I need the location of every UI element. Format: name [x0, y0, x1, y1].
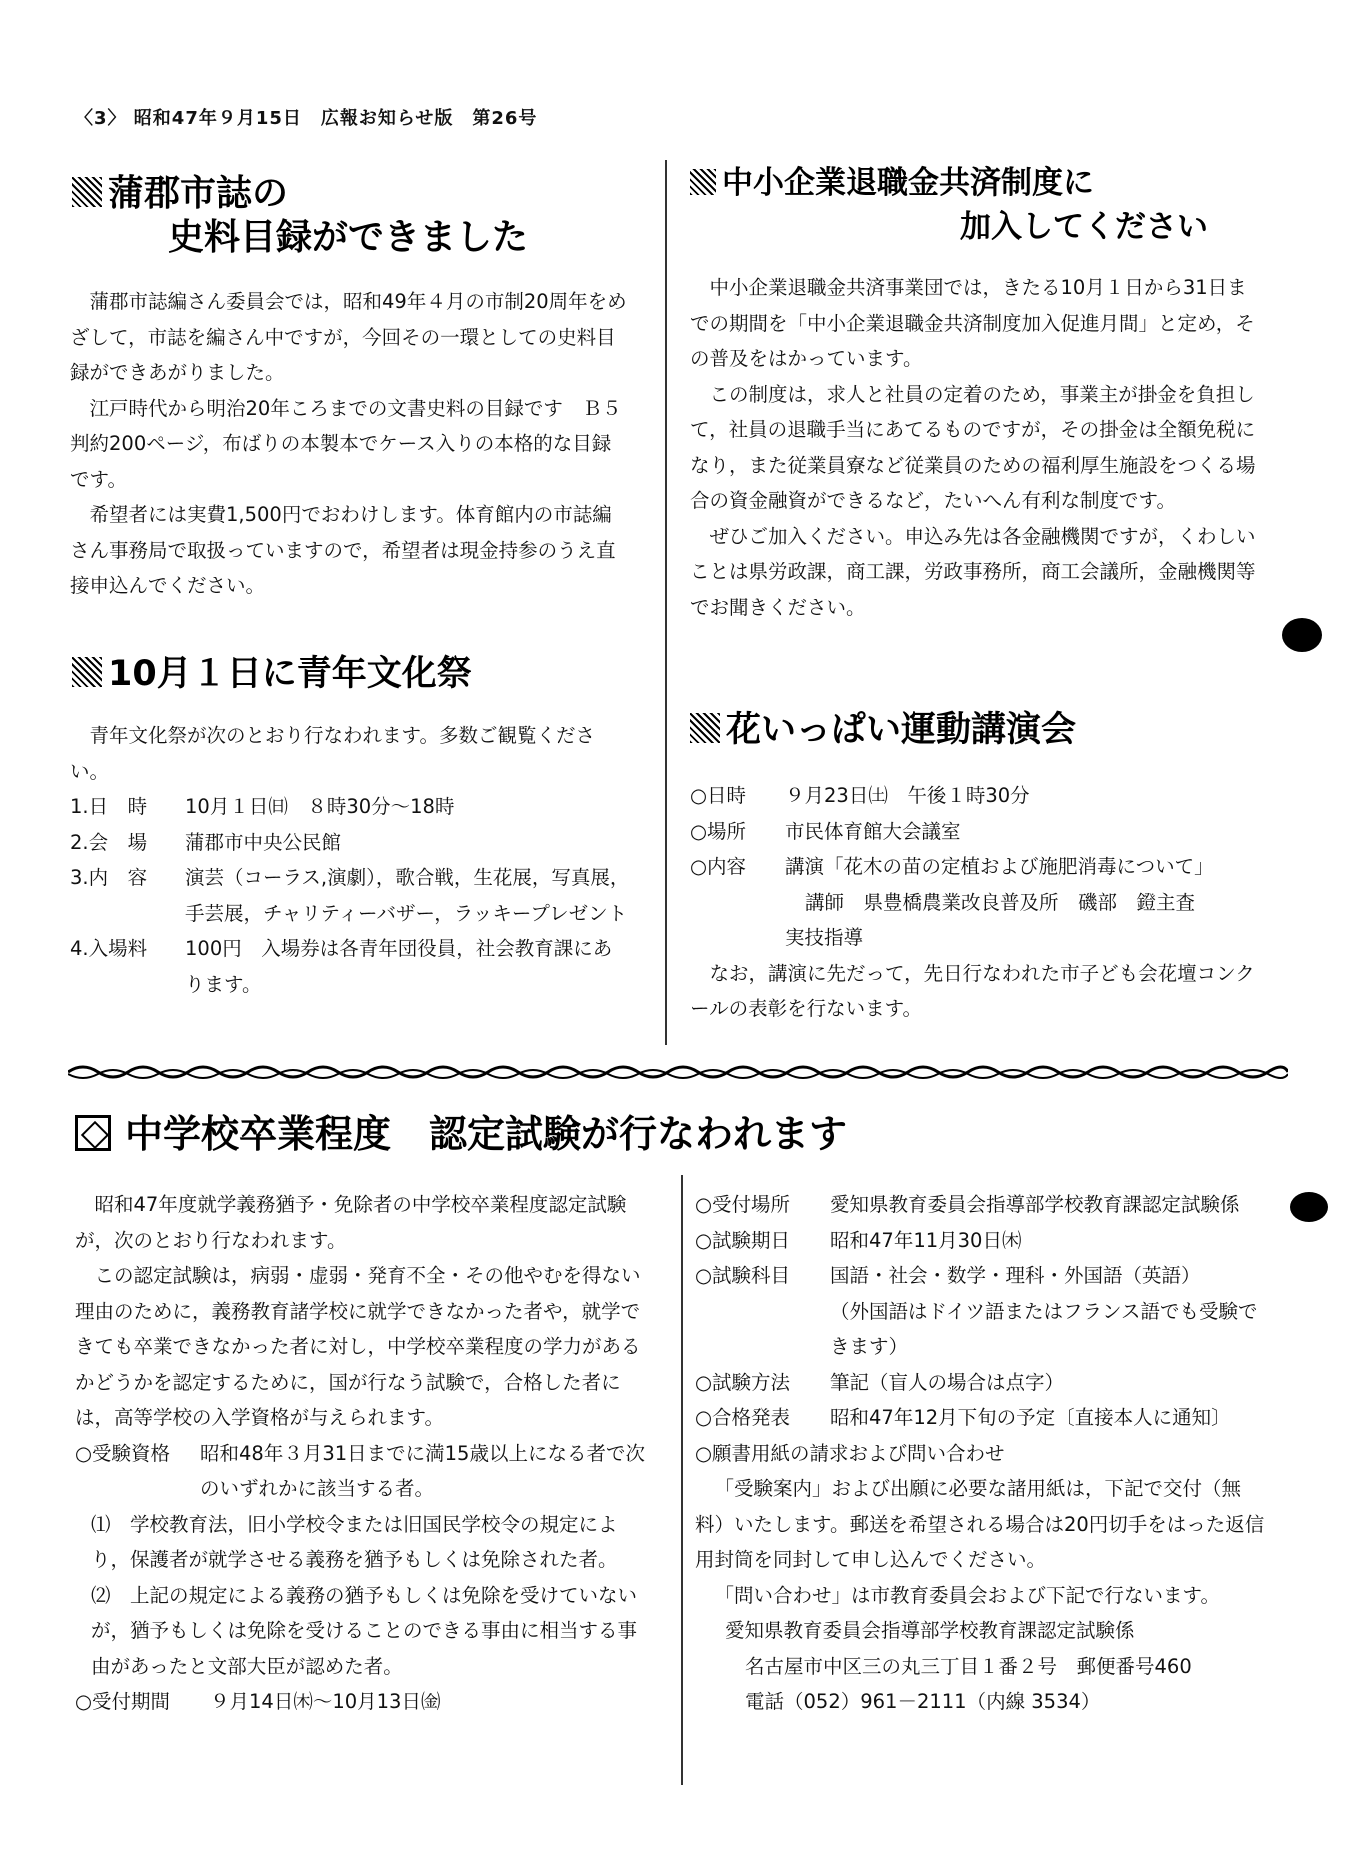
item-value: ９月23日㈯ 午後１時30分	[785, 784, 1030, 807]
item-key: ○受付期間	[75, 1690, 171, 1713]
list-item	[70, 860, 630, 931]
article-title-retirement-fund-line2: 加入してください	[960, 209, 1208, 245]
paragraph: この制度は，求人と社員の定着のため，事業主が掛金を負担して，社員の退職手当にあてるものですが，その掛金は全額免税になり，また従業員寮など従業員のための福利厚生施設をつくる場合の資金融資ができるなど，たいへん有利な制度です。	[690, 382, 1256, 512]
item-value: 国語・社会・数学・理科・外国語（英語）	[830, 1264, 1201, 1287]
list-item	[70, 825, 630, 861]
article-body-youth-festival	[70, 718, 630, 1002]
paragraph: 江戸時代から明治20年ころまでの文書史料の目録です Ｂ５判約200ページ，布ばりの本製本でケース入りの本格的な目録です。	[70, 396, 622, 491]
article-body-city-history	[70, 284, 630, 604]
item-value: 10月１日㈰ ８時30分～18時	[185, 795, 455, 818]
item-value: 昭和48年３月31日までに満15歳以上になる者で次のいずれかに該当する者。	[200, 1441, 645, 1500]
hatch-mark-icon	[690, 169, 716, 195]
article-title-city-history-line2: 史料目録ができました	[168, 217, 529, 258]
item-key: ○日時	[690, 784, 747, 807]
article-body-flower-lecture	[690, 778, 1265, 1027]
phone-line: 電話（052）961－2111（内線 3534）	[745, 1690, 1101, 1713]
paragraph: 昭和47年度就学義務猶予・免除者の中学校卒業程度認定試験が，次のとおり行なわれます。	[75, 1193, 627, 1252]
title-text: 中学校卒業程度 認定試験が行なわれます	[125, 1112, 848, 1156]
item-value: 愛知県教育委員会指導部学校教育課認定試験係	[830, 1193, 1240, 1216]
paragraph: 青年文化祭が次のとおり行なわれます。多数ご観覧ください。	[70, 724, 595, 783]
lecturer-line: 講師 県豊橋農業改良普及所 磯部 鐙主査	[805, 890, 1196, 914]
ink-blot	[1290, 1192, 1328, 1222]
item-value: 昭和47年11月30日㈭	[830, 1228, 1022, 1252]
item-key: ○試験期日	[695, 1228, 791, 1252]
address-line: 愛知県教育委員会指導部学校教育課認定試験係	[725, 1619, 1135, 1642]
title-line-1: 蒲郡市誌の	[108, 173, 289, 214]
item-key: ○場所	[690, 819, 747, 843]
item-key: ○内容	[690, 855, 747, 878]
item-value: 蒲郡市中央公民館	[185, 830, 342, 854]
paragraph: なお，講演に先だって，先日行なわれた市子ども会花壇コンクールの表彰を行ないます。	[690, 961, 1255, 1020]
list-item	[690, 778, 1265, 814]
title-text: 花いっぱい運動講演会	[726, 710, 1077, 750]
item-key: ○試験科目	[695, 1264, 791, 1287]
wavy-divider	[68, 1060, 1288, 1084]
title-text: 10月１日に青年文化祭	[108, 654, 472, 694]
list-item	[695, 1365, 1270, 1401]
hatch-mark-icon	[72, 657, 102, 687]
column-divider	[665, 160, 667, 1045]
article-title-flower-lecture	[690, 706, 1076, 754]
article-body-exam-left	[75, 1187, 650, 1720]
paragraph: 「受験案内」および出願に必要な諸用紙は，下記で交付（無料）いたします。郵送を希望される場合は20円切手をはった返信用封筒を同封して申し込んでください。	[695, 1477, 1265, 1571]
item-key: ○合格発表	[695, 1406, 791, 1429]
item-value: 演芸（コーラス,演劇），歌合戦，生花展，写真展，手芸展，チャリティーバザー，ラッキープレゼント	[185, 866, 630, 925]
list-item	[695, 1223, 1270, 1259]
item-value: 昭和47年12月下旬の予定〔直接本人に通知〕	[830, 1406, 1231, 1429]
item-key: ○受験資格	[75, 1441, 171, 1465]
eligibility-sub-1: ⑴ 学校教育法，旧小学校令または旧国民学校令の規定により，保護者が就学させる義務を猶予もしくは免除された者。	[91, 1512, 618, 1571]
article-title-certification-exam	[75, 1108, 847, 1160]
paragraph: 「問い合わせ」は市教育委員会および下記で行ないます。	[714, 1583, 1220, 1607]
ink-blot	[1282, 618, 1322, 652]
column-divider	[681, 1175, 683, 1785]
address-line: 名古屋市中区三の丸三丁目１番２号 郵便番号460	[745, 1654, 1192, 1678]
item-key: 4.入場料	[70, 937, 148, 960]
diamond-mark-icon	[75, 1115, 111, 1151]
title-line-1: 中小企業退職金共済制度に	[722, 165, 1094, 201]
list-item	[690, 814, 1265, 850]
item-value: 筆記（盲人の場合は点字）	[830, 1370, 1065, 1394]
item-key: ○試験方法	[695, 1370, 791, 1394]
item-key: 2.会 場	[70, 830, 148, 854]
item-value: 講演「花木の苗の定植および施肥消毒について」	[785, 855, 1214, 878]
item-value: ９月14日㈭～10月13日㈮	[210, 1690, 441, 1713]
item-value: 100円 入場券は各青年団役員，社会教育課にあります。	[185, 937, 613, 996]
article-title-retirement-fund	[690, 160, 1094, 206]
article-title-youth-festival	[72, 650, 472, 698]
item-key: ○受付場所	[695, 1193, 791, 1216]
paragraph: ぜひご加入ください。申込み先は各金融機関ですが，くわしいことは県労政課，商工課，労政事務所，商工会議所，金融機関等でお聞きください。	[690, 524, 1256, 619]
list-item	[70, 789, 630, 825]
paragraph: 希望者には実費1,500円でおわけします。体育館内の市誌編さん事務局で取扱っていますので，希望者は現金持参のうえ直接申込んでください。	[70, 503, 616, 597]
article-body-exam-right	[695, 1187, 1270, 1720]
paragraph: 蒲郡市誌編さん委員会では，昭和49年４月の市制20周年をめざして，市誌を編さん中ですが，今回その一環としての史料目録ができあがりました。	[70, 290, 627, 384]
paragraph: 中小企業退職金共済事業団では，きたる10月１日から31日までの期間を「中小企業退職金共済制度加入促進月間」と定め，その普及をはかっています。	[690, 276, 1255, 370]
page-header: 〈3〉 昭和47年９月15日 広報お知らせ版 第26号	[75, 108, 538, 129]
list-item	[70, 931, 630, 1002]
item-key: 3.内 容	[70, 866, 148, 889]
list-item	[695, 1400, 1270, 1436]
hatch-mark-icon	[72, 177, 102, 207]
list-item	[75, 1684, 650, 1720]
item-value: 市民体育館大会議室	[785, 819, 961, 843]
list-item	[690, 849, 1265, 885]
item-key: 1.日 時	[70, 795, 148, 818]
request-heading: ○願書用紙の請求および問い合わせ	[695, 1441, 1005, 1465]
hatch-mark-icon	[690, 713, 720, 743]
list-item	[75, 1436, 650, 1507]
article-body-retirement-fund	[690, 270, 1265, 625]
list-item	[695, 1258, 1270, 1294]
list-item	[695, 1187, 1270, 1223]
eligibility-sub-2: ⑵ 上記の規定による義務の猶予もしくは免除を受けていないが，猶予もしくは免除を受けることのできる事由に相当する事由があったと文部大臣が認めた者。	[91, 1583, 638, 1678]
paragraph: この認定試験は，病弱・虚弱・発育不全・その他やむを得ない理由のために，義務教育諸学校に就学できなかった者や，就学できても卒業できなかった者に対し，中学校卒業程度の学力があるかどうかを認定するために，国が行なう試験で，合格した者には，高等学校の入学資格が与えられます。	[75, 1264, 641, 1429]
guidance-line: 実技指導	[785, 926, 864, 949]
subject-note: （外国語はドイツ語またはフランス語でも受験できます）	[830, 1299, 1258, 1358]
